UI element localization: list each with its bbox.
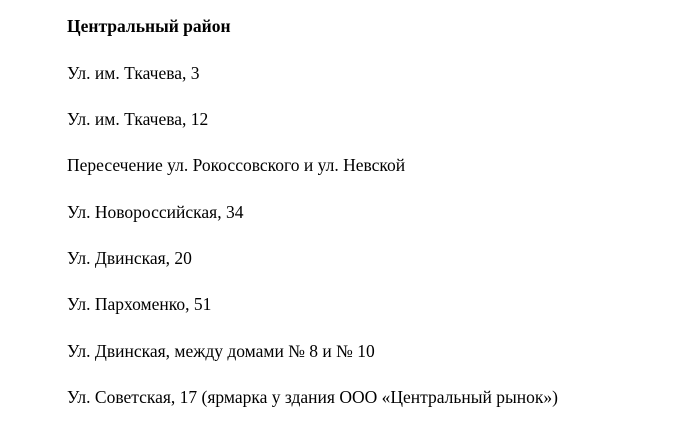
- address-item: Ул. Пархоменко, 51: [67, 294, 212, 314]
- address-item: Ул. Двинская, между домами № 8 и № 10: [67, 341, 375, 361]
- address-item: Пересечение ул. Рокоссовского и ул. Невской: [67, 155, 406, 175]
- address-item: Ул. им. Ткачева, 3: [67, 63, 200, 83]
- address-item: Ул. им. Ткачева, 12: [67, 109, 209, 129]
- address-item: Ул. Двинская, 20: [67, 248, 192, 268]
- address-item: Ул. Советская, 17 (ярмарка у здания ООО «Центральный рынок»): [67, 387, 558, 407]
- district-heading: Центральный район: [67, 16, 231, 36]
- address-item: Ул. Новороссийская, 34: [67, 202, 244, 222]
